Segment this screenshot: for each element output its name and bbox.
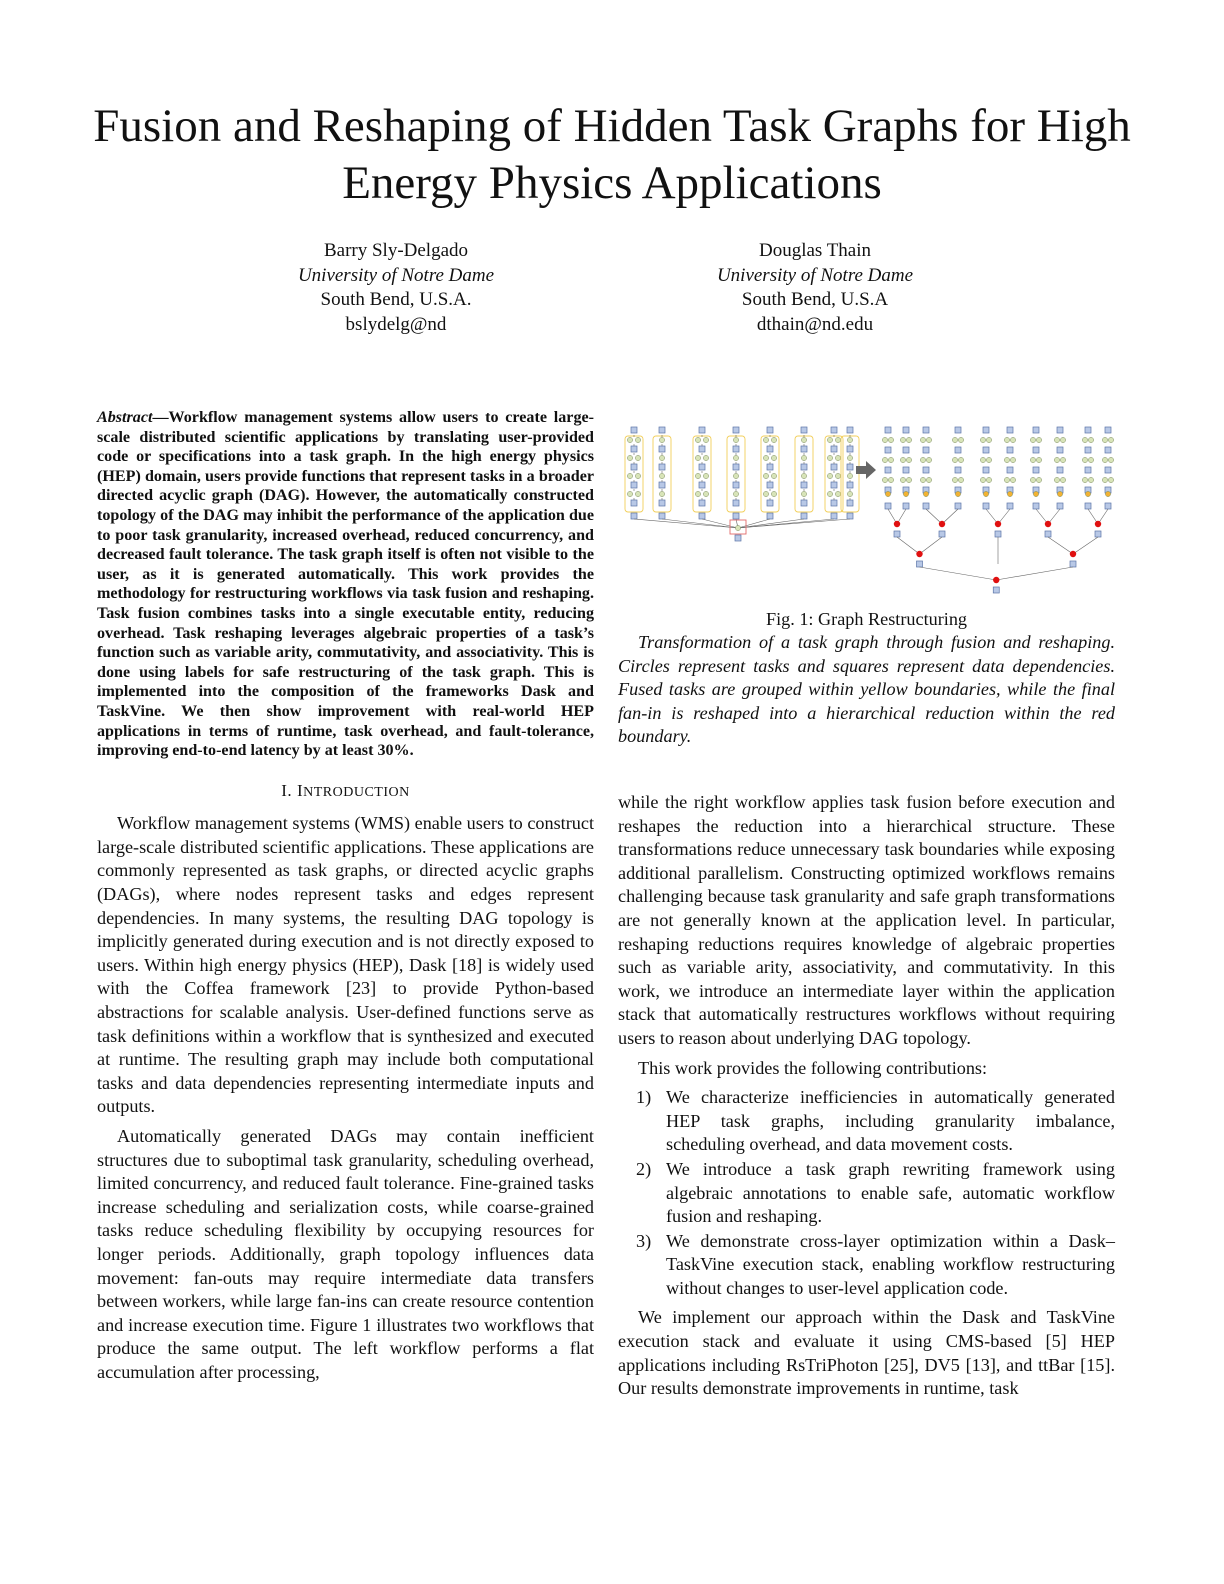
data-dependency-square — [631, 513, 637, 519]
data-dependency-square — [733, 427, 739, 433]
dependency-edge — [920, 567, 997, 580]
task-circle — [1082, 477, 1087, 482]
abstract-label: Abstract — [97, 409, 153, 426]
task-circle — [847, 437, 852, 442]
data-dependency-square — [847, 427, 853, 433]
data-dependency-square — [917, 561, 923, 567]
task-circle — [801, 437, 806, 442]
data-dependency-square — [659, 427, 665, 433]
task-circle — [958, 477, 963, 482]
data-dependency-square — [1007, 503, 1013, 509]
task-circle — [827, 455, 832, 460]
data-dependency-square — [1095, 531, 1101, 537]
contribution-item — [618, 1230, 1115, 1301]
data-dependency-square — [1105, 427, 1111, 433]
task-circle — [903, 491, 908, 496]
data-dependency-square — [995, 531, 1001, 537]
data-dependency-square — [923, 503, 929, 509]
contribution-item — [618, 1086, 1115, 1157]
task-circle — [926, 477, 931, 482]
data-dependency-square — [733, 482, 739, 488]
task-circle — [1030, 437, 1035, 442]
task-circle — [906, 457, 911, 462]
right-column — [618, 791, 1115, 1407]
data-dependency-square — [831, 482, 837, 488]
data-dependency-square — [903, 427, 909, 433]
task-circle — [1088, 477, 1093, 482]
task-circle — [827, 491, 832, 496]
data-dependency-square — [1033, 427, 1039, 433]
data-dependency-square — [955, 427, 961, 433]
task-circle — [847, 473, 852, 478]
section-title-initial: I — [296, 780, 304, 800]
data-dependency-square — [767, 482, 773, 488]
left-column — [97, 408, 594, 1391]
task-circle — [1004, 477, 1009, 482]
task-circle — [958, 437, 963, 442]
abstract-text: Workflow management systems allow users to create large-scale distributed scientific applications by translating user-provided code or specifications into a task graph. In the high energy physics (HEP) domain, users provide functions that represent tasks in a broader directed acyclic graph (DAG). However, the automatically constructed topology of the DAG may inhibit the performance of the application due to poor task granularity, increased overhead, reduced concurrency, and decreased fault tolerance. The task graph itself is often not visible to the user, as it is generated automatically. This work provides the methodology for restructuring workflows via task fusion and reshaping. Task fusion combines tasks into a single executable entity, reducing overhead. Task reshaping leverages algebraic properties of a task’s function such as variable arity, commutativity, and associativity. This is done using labels for safe restructuring of the task graph. This is implemented into the composition of the frameworks Dask and TaskVine. We then show improvement with real-world HEP applications in terms of runtime, task overhead, and fault-tolerance, improving end-to-end latency by at least 30%. — [97, 409, 594, 760]
task-circle — [835, 437, 840, 442]
reduce-task-circle — [894, 521, 900, 527]
data-dependency-square — [1070, 561, 1076, 567]
task-circle — [882, 437, 887, 442]
task-circle — [926, 457, 931, 462]
task-circle — [1082, 457, 1087, 462]
task-circle — [695, 455, 700, 460]
task-circle — [882, 457, 887, 462]
task-circle — [627, 491, 632, 496]
task-circle — [900, 437, 905, 442]
section-title-rest: NTRODUCTION — [303, 784, 410, 800]
data-dependency-square — [1057, 427, 1063, 433]
data-dependency-square — [955, 503, 961, 509]
task-circle — [1010, 457, 1015, 462]
task-circle — [801, 473, 806, 478]
author-affiliation: University of Notre Dame — [716, 264, 914, 286]
data-dependency-square — [983, 467, 989, 473]
contribution-item — [618, 1158, 1115, 1229]
intro-paragraph: while the right workflow applies task fusion before execution and reshapes the reduction into a hierarchical structure. These transformations reduce unnecessary task boundaries while exposing additional parallelism. Constructing optimized workflows remains challenging because task granularity and safe graph transformations are not generally known at the application level. In particular, reshaping reductions requires knowledge of algebraic properties such as variable arity, associativity, and commutativity. In this work, we introduce an intermediate layer within the application stack that automatically restructures workflows without requiring users to reason about underlying DAG topology. — [618, 792, 1115, 1048]
data-dependency-square — [885, 427, 891, 433]
task-circle — [1030, 457, 1035, 462]
author-email: bslydelg@nd — [345, 313, 447, 335]
data-dependency-square — [659, 513, 665, 519]
task-circle — [1010, 437, 1015, 442]
task-circle — [1004, 457, 1009, 462]
section-number: I. — [281, 780, 293, 800]
task-circle — [763, 455, 768, 460]
data-dependency-square — [923, 467, 929, 473]
data-dependency-square — [699, 427, 705, 433]
task-circle — [888, 477, 893, 482]
data-dependency-square — [659, 464, 665, 470]
abstract — [97, 408, 594, 761]
task-circle — [735, 525, 740, 530]
task-circle — [695, 473, 700, 478]
author-block — [246, 239, 546, 337]
data-dependency-square — [699, 513, 705, 519]
data-dependency-square — [699, 446, 705, 452]
task-circle — [771, 491, 776, 496]
task-circle — [983, 491, 988, 496]
abstract-dash: — — [152, 409, 169, 426]
task-circle — [703, 491, 708, 496]
data-dependency-square — [733, 446, 739, 452]
task-circle — [1007, 491, 1012, 496]
task-circle — [926, 437, 931, 442]
task-circle — [923, 491, 928, 496]
reduce-task-circle — [939, 521, 945, 527]
task-circle — [659, 437, 664, 442]
task-circle — [771, 455, 776, 460]
data-dependency-square — [1085, 503, 1091, 509]
task-circle — [1054, 437, 1059, 442]
task-circle — [733, 491, 738, 496]
task-circle — [906, 477, 911, 482]
data-dependency-square — [955, 447, 961, 453]
data-dependency-square — [955, 467, 961, 473]
task-circle — [1108, 457, 1113, 462]
task-circle — [1088, 457, 1093, 462]
data-dependency-square — [1105, 503, 1111, 509]
task-circle — [980, 477, 985, 482]
data-dependency-square — [699, 464, 705, 470]
task-circle — [635, 491, 640, 496]
task-circle — [1060, 437, 1065, 442]
task-circle — [1102, 437, 1107, 442]
task-circle — [695, 491, 700, 496]
data-dependency-square — [659, 446, 665, 452]
task-circle — [801, 491, 806, 496]
data-dependency-square — [733, 500, 739, 506]
task-circle — [1030, 477, 1035, 482]
dependency-edge — [996, 567, 1073, 580]
task-circle — [835, 473, 840, 478]
task-circle — [847, 491, 852, 496]
task-circle — [771, 473, 776, 478]
task-circle — [801, 455, 806, 460]
task-circle — [986, 457, 991, 462]
task-circle — [1036, 477, 1041, 482]
task-circle — [1033, 491, 1038, 496]
section-heading — [97, 779, 594, 805]
data-dependency-square — [631, 482, 637, 488]
data-dependency-square — [1085, 447, 1091, 453]
task-circle — [906, 437, 911, 442]
task-circle — [627, 437, 632, 442]
author-email: dthain@nd.edu — [756, 313, 874, 335]
task-circle — [733, 437, 738, 442]
task-circle — [835, 491, 840, 496]
reduce-task-circle — [1070, 551, 1076, 557]
data-dependency-square — [631, 446, 637, 452]
data-dependency-square — [993, 587, 999, 593]
data-dependency-square — [847, 482, 853, 488]
data-dependency-square — [894, 531, 900, 537]
task-circle — [1105, 491, 1110, 496]
task-circle — [1102, 457, 1107, 462]
task-circle — [763, 437, 768, 442]
task-circle — [1036, 437, 1041, 442]
task-circle — [952, 477, 957, 482]
task-circle — [1004, 437, 1009, 442]
data-dependency-square — [767, 427, 773, 433]
contribution-number: 2) — [636, 1158, 652, 1179]
task-circle — [763, 473, 768, 478]
author-affiliation: University of Notre Dame — [297, 264, 495, 286]
data-dependency-square — [1033, 467, 1039, 473]
data-dependency-square — [801, 482, 807, 488]
reduce-task-circle — [1045, 521, 1051, 527]
task-circle — [1060, 477, 1065, 482]
task-circle — [888, 457, 893, 462]
data-dependency-square — [1105, 467, 1111, 473]
task-circle — [695, 437, 700, 442]
reduce-task-circle — [916, 551, 922, 557]
task-circle — [920, 477, 925, 482]
data-dependency-square — [801, 464, 807, 470]
data-dependency-square — [923, 427, 929, 433]
task-circle — [835, 455, 840, 460]
author-location: South Bend, U.S.A — [741, 289, 889, 310]
intro-paragraph: Workflow management systems (WMS) enable users to construct large-scale distributed scientific applications. These applications are commonly represented as task graphs, or directed acyclic graphs (DAGs), where nodes represent tasks and edges represent dependencies. In many systems, the resulting DAG topology is implicitly generated during execution and is not directly exposed to users. Within high energy physics (HEP), Dask [18] is widely used with the Coffea framework [23] to provide Python-based abstractions for scalable analysis. User-defined functions serve as task definitions within a workflow that is synthesized and executed at runtime. The resulting graph may include both computational tasks and data dependencies representing intermediate inputs and outputs. — [97, 813, 594, 1117]
contribution-text: We characterize inefficiencies in automatically generated HEP task graphs, including granularity imbalance, scheduling overhead, and data movement costs. — [666, 1087, 1115, 1155]
dependency-edge — [920, 537, 943, 554]
author-name: Barry Sly-Delgado — [323, 240, 469, 261]
dependency-edge — [1048, 537, 1073, 554]
data-dependency-square — [831, 464, 837, 470]
task-circle — [955, 491, 960, 496]
data-dependency-square — [733, 464, 739, 470]
data-dependency-square — [631, 427, 637, 433]
reduce-task-circle — [993, 577, 999, 583]
data-dependency-square — [767, 446, 773, 452]
data-dependency-square — [831, 500, 837, 506]
data-dependency-square — [801, 427, 807, 433]
data-dependency-square — [847, 464, 853, 470]
task-circle — [827, 473, 832, 478]
data-dependency-square — [767, 464, 773, 470]
task-circle — [980, 437, 985, 442]
graph-restructuring-diagram — [618, 420, 1115, 598]
intro-paragraph: Automatically generated DAGs may contain inefficient structures due to suboptimal task granularity, scheduling overhead, limited concurrency, and reduced fault tolerance. Fine-grained tasks increase scheduling and serialization costs, while coarse-grained tasks reduce scheduling flexibility by occupying resources for longer periods. Additionally, graph topology influences data movement: fan-outs may require intermediate data transfers between workers, while large fan-ins can create resource contention and increase execution time. Figure 1 illustrates two workflows that produce the same output. The left workflow performs a flat accumulation after processing, — [97, 1126, 594, 1382]
task-circle — [920, 437, 925, 442]
task-circle — [659, 491, 664, 496]
task-circle — [659, 455, 664, 460]
task-circle — [659, 473, 664, 478]
data-dependency-square — [659, 500, 665, 506]
task-circle — [827, 437, 832, 442]
contribution-text: We introduce a task graph rewriting framework using algebraic annotations to enable safe, automatic workflow fusion and reshaping. — [666, 1158, 1115, 1227]
data-dependency-square — [699, 482, 705, 488]
task-circle — [986, 477, 991, 482]
paper-title: Fusion and Reshaping of Hidden Task Graphs for High Energy Physics Applications — [93, 100, 1131, 209]
data-dependency-square — [1085, 467, 1091, 473]
data-dependency-square — [903, 503, 909, 509]
data-dependency-square — [735, 535, 741, 541]
reduce-task-circle — [995, 521, 1001, 527]
task-circle — [952, 457, 957, 462]
task-circle — [952, 437, 957, 442]
task-circle — [703, 455, 708, 460]
task-circle — [900, 457, 905, 462]
data-dependency-square — [767, 500, 773, 506]
data-dependency-square — [1045, 531, 1051, 537]
data-dependency-square — [983, 447, 989, 453]
data-dependency-square — [923, 447, 929, 453]
task-circle — [771, 437, 776, 442]
data-dependency-square — [831, 446, 837, 452]
dependency-edge — [1073, 537, 1098, 554]
data-dependency-square — [831, 513, 837, 519]
data-dependency-square — [847, 500, 853, 506]
dependency-edge — [662, 519, 738, 528]
contributions-list — [618, 1086, 1115, 1300]
data-dependency-square — [903, 447, 909, 453]
data-dependency-square — [847, 513, 853, 519]
data-dependency-square — [733, 513, 739, 519]
task-circle — [1102, 477, 1107, 482]
data-dependency-square — [903, 467, 909, 473]
data-dependency-square — [1057, 467, 1063, 473]
figure-caption: Transformation of a task graph through fusion and reshaping. Circles represent tasks and squares represent data dependencies. Fused tasks are grouped within yellow boundaries, while the final fan-in is reshaped into a hierarchical reduction within the red boundary. — [618, 632, 1115, 747]
data-dependency-square — [659, 482, 665, 488]
dependency-edge — [897, 537, 920, 554]
data-dependency-square — [801, 513, 807, 519]
task-circle — [635, 437, 640, 442]
task-circle — [958, 457, 963, 462]
dependency-edge — [942, 509, 958, 524]
task-circle — [882, 477, 887, 482]
data-dependency-square — [801, 446, 807, 452]
data-dependency-square — [983, 503, 989, 509]
data-dependency-square — [831, 427, 837, 433]
task-circle — [1010, 477, 1015, 482]
data-dependency-square — [1057, 503, 1063, 509]
task-circle — [703, 437, 708, 442]
contribution-number: 3) — [636, 1230, 652, 1251]
data-dependency-square — [1007, 447, 1013, 453]
task-circle — [733, 455, 738, 460]
task-circle — [635, 455, 640, 460]
task-circle — [1108, 477, 1113, 482]
contribution-text: We demonstrate cross-layer optimization within a Dask–TaskVine execution stack, enabling workflow restructuring without changes to user-level application code. — [666, 1230, 1115, 1298]
data-dependency-square — [699, 500, 705, 506]
task-circle — [627, 473, 632, 478]
figure-title: Fig. 1: Graph Restructuring — [765, 609, 968, 629]
dependency-edge — [634, 519, 738, 528]
intro-paragraph: We implement our approach within the Dask and TaskVine execution stack and evaluate it using CMS-based [5] HEP applications including RsTriPhoton [25], DV5 [13], and ttBar [15]. Our results demonstrate improvements in runtime, task — [618, 1307, 1115, 1399]
data-dependency-square — [1033, 447, 1039, 453]
data-dependency-square — [847, 446, 853, 452]
task-circle — [888, 437, 893, 442]
task-circle — [1085, 491, 1090, 496]
data-dependency-square — [1007, 427, 1013, 433]
task-circle — [703, 473, 708, 478]
task-circle — [1036, 457, 1041, 462]
data-dependency-square — [801, 500, 807, 506]
task-circle — [1108, 437, 1113, 442]
data-dependency-square — [1105, 447, 1111, 453]
data-dependency-square — [939, 531, 945, 537]
task-circle — [885, 491, 890, 496]
data-dependency-square — [767, 513, 773, 519]
task-circle — [1054, 457, 1059, 462]
data-dependency-square — [983, 427, 989, 433]
reduce-task-circle — [1095, 521, 1101, 527]
data-dependency-square — [885, 467, 891, 473]
task-circle — [847, 455, 852, 460]
author-location: South Bend, U.S.A. — [320, 289, 472, 310]
task-circle — [1088, 437, 1093, 442]
task-circle — [1057, 491, 1062, 496]
data-dependency-square — [1007, 467, 1013, 473]
task-circle — [733, 473, 738, 478]
task-circle — [900, 477, 905, 482]
task-circle — [980, 457, 985, 462]
task-circle — [1054, 477, 1059, 482]
data-dependency-square — [1085, 427, 1091, 433]
data-dependency-square — [1057, 447, 1063, 453]
data-dependency-square — [885, 503, 891, 509]
intro-paragraph: This work provides the following contributions: — [638, 1057, 988, 1078]
data-dependency-square — [885, 447, 891, 453]
dependency-edge — [926, 509, 942, 524]
data-dependency-square — [631, 500, 637, 506]
task-circle — [920, 457, 925, 462]
author-block — [665, 239, 965, 337]
task-circle — [1060, 457, 1065, 462]
contribution-number: 1) — [636, 1087, 652, 1108]
data-dependency-square — [1033, 503, 1039, 509]
task-circle — [763, 491, 768, 496]
task-circle — [986, 437, 991, 442]
figure-1 — [618, 420, 1115, 749]
author-name: Douglas Thain — [758, 240, 872, 261]
task-circle — [635, 473, 640, 478]
data-dependency-square — [631, 464, 637, 470]
task-circle — [1082, 437, 1087, 442]
task-circle — [627, 455, 632, 460]
